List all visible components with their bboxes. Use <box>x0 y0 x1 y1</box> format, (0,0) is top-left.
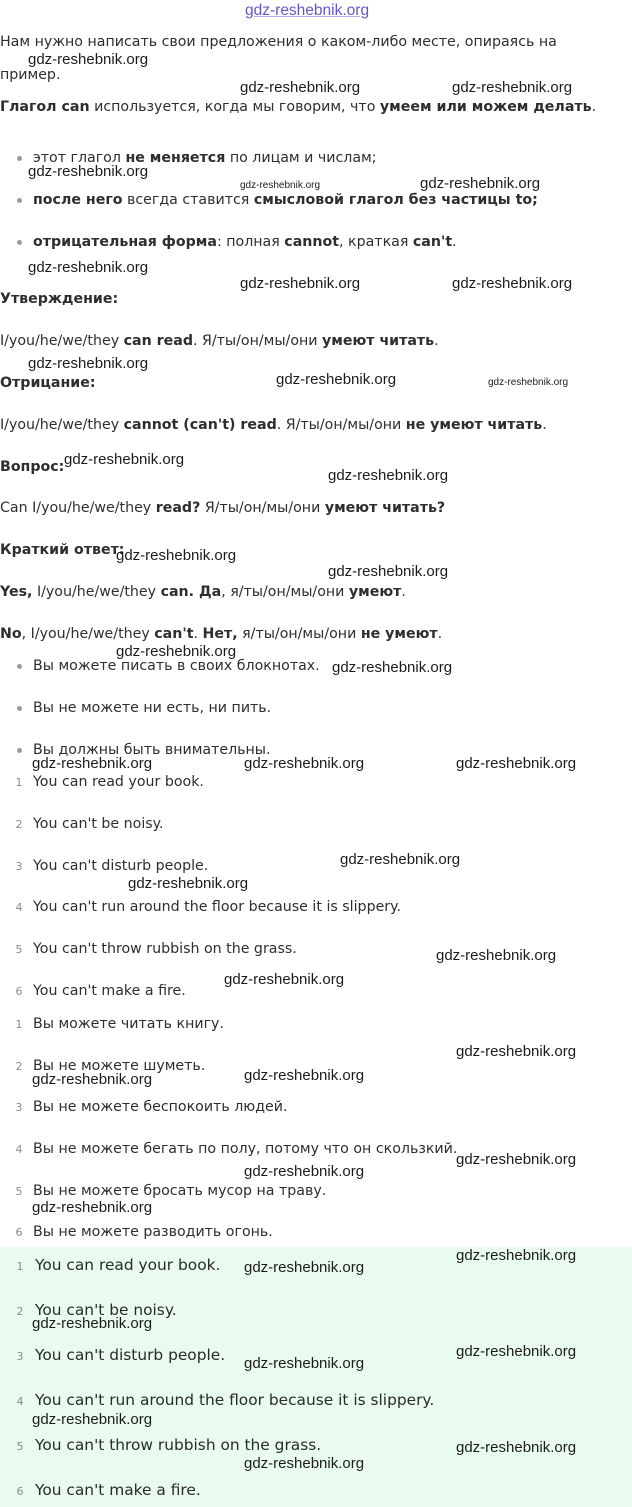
watermark: gdz-reshebnik.org <box>340 851 461 868</box>
sentence-part: I/you/he/we/they <box>0 417 124 433</box>
list-number: 2 <box>15 1060 23 1073</box>
panel-answer: You can't be noisy. <box>35 1301 177 1319</box>
answer-en: You can't disturb people. <box>33 858 209 874</box>
watermark: gdz-reshebnik.org <box>244 1259 365 1276</box>
watermark: gdz-reshebnik.org <box>240 275 361 292</box>
rule-part: cannot <box>284 234 340 250</box>
sentence-part: can. Да <box>160 584 222 600</box>
short-answer-yes <box>0 583 406 601</box>
list-number: 4 <box>16 1395 24 1408</box>
intro-line-1: Нам нужно написать свои предложения о каком-либо месте, опираясь на <box>0 34 557 50</box>
example-item: Вы должны быть внимательны. <box>33 742 271 758</box>
rule-part: используется, когда мы говорим, что <box>89 99 380 115</box>
watermark: gdz-reshebnik.org <box>456 1247 577 1264</box>
list-number: 5 <box>15 943 23 956</box>
watermark: gdz-reshebnik.org <box>332 659 453 676</box>
sentence-part: не умеют читать <box>405 417 543 433</box>
watermark: gdz-reshebnik.org <box>28 163 149 180</box>
list-number: 1 <box>15 776 23 789</box>
answer-en: You can't throw rubbish on the grass. <box>33 941 297 957</box>
watermark: gdz-reshebnik.org <box>224 971 345 988</box>
watermark: gdz-reshebnik.org <box>244 1163 365 1180</box>
list-number: 2 <box>15 818 23 831</box>
answer-ru: Вы не можете разводить огонь. <box>33 1224 273 1240</box>
sentence-part: can't <box>154 626 194 642</box>
answer-ru: Вы не можете шуметь. <box>33 1058 206 1074</box>
watermark: gdz-reshebnik.org <box>116 547 237 564</box>
rule-part: отрицательная форма <box>33 234 217 250</box>
sentence-part: Can I/you/he/we/they <box>0 500 156 516</box>
bullet-icon <box>17 748 22 753</box>
sentence-part: не умеют <box>360 626 438 642</box>
watermark: gdz-reshebnik.org <box>32 1315 153 1332</box>
watermark: gdz-reshebnik.org <box>64 451 185 468</box>
list-number: 5 <box>15 1185 23 1198</box>
watermark: gdz-reshebnik.org <box>28 259 149 276</box>
sentence-part: , I/you/he/we/they <box>21 626 155 642</box>
watermark: gdz-reshebnik.org <box>240 180 321 191</box>
watermark: gdz-reshebnik.org <box>488 377 569 388</box>
rule-part: этот глагол <box>33 150 126 166</box>
sentence-part: . Я/ты/он/мы/они <box>193 333 323 349</box>
watermark: gdz-reshebnik.org <box>452 79 573 96</box>
sentence-part: Нет, <box>202 626 238 642</box>
sentence-part: I/you/he/we/they <box>0 333 124 349</box>
answer-ru: Вы не можете бросать мусор на траву. <box>33 1183 327 1199</box>
answer-en: You can't make a fire. <box>33 983 186 999</box>
sentence-part: . <box>401 584 406 600</box>
watermark: gdz-reshebnik.org <box>28 51 149 68</box>
answer-en: You can read your book. <box>33 774 204 790</box>
rule-part: смысловой глагол без частицы to; <box>253 192 538 208</box>
sentence-part: can read <box>123 333 193 349</box>
rule-item <box>33 191 538 209</box>
rule-part: . <box>452 234 457 250</box>
list-number: 3 <box>16 1350 24 1363</box>
sentence-part: я/ты/он/мы/они <box>237 626 361 642</box>
watermark: gdz-reshebnik.org <box>32 755 153 772</box>
affirmative-example <box>0 332 439 350</box>
intro-line-2: пример. <box>0 67 61 83</box>
watermark: gdz-reshebnik.org <box>456 1343 577 1360</box>
list-number: 3 <box>15 1101 23 1114</box>
list-number: 6 <box>16 1485 24 1498</box>
watermark: gdz-reshebnik.org <box>128 875 249 892</box>
rule-part: , краткая <box>339 234 413 250</box>
watermark: gdz-reshebnik.org <box>452 275 573 292</box>
list-number: 3 <box>15 860 23 873</box>
rule-sentence <box>0 98 596 116</box>
bullet-icon <box>17 240 22 245</box>
sentence-part: умеют читать? <box>324 500 446 516</box>
rule-part: Глагол can <box>0 99 90 115</box>
example-item: Вы не можете ни есть, ни пить. <box>33 700 272 716</box>
sentence-part: . <box>193 626 203 642</box>
rule-part: после него <box>33 192 123 208</box>
list-number: 4 <box>15 1143 23 1156</box>
sentence-part: умеют <box>348 584 402 600</box>
watermark: gdz-reshebnik.org <box>456 1151 577 1168</box>
sentence-part: I/you/he/we/they <box>32 584 161 600</box>
question-title: Вопрос: <box>0 459 65 475</box>
example-item: Вы можете писать в своих блокнотах. <box>33 658 320 674</box>
list-number: 5 <box>16 1440 24 1453</box>
bullet-icon <box>17 198 22 203</box>
affirmative-title: Утверждение: <box>0 291 119 307</box>
panel-answer: You can't make a fire. <box>35 1481 201 1499</box>
answer-en: You can't be noisy. <box>33 816 164 832</box>
negative-example <box>0 416 547 434</box>
rule-part: can't <box>412 234 453 250</box>
sentence-part: . Я/ты/он/мы/они <box>276 417 406 433</box>
watermark: gdz-reshebnik.org <box>436 947 557 964</box>
watermark: gdz-reshebnik.org <box>32 1411 153 1428</box>
list-number: 6 <box>15 985 23 998</box>
list-number: 1 <box>16 1260 24 1273</box>
list-number: 1 <box>15 1018 23 1031</box>
sentence-part: cannot (can't) read <box>123 417 277 433</box>
watermark: gdz-reshebnik.org <box>28 355 149 372</box>
sentence-part: read? <box>155 500 201 516</box>
question-example <box>0 499 445 517</box>
watermark: gdz-reshebnik.org <box>456 755 577 772</box>
sentence-part: . <box>434 333 439 349</box>
answer-en: You can't run around the floor because it is slippery. <box>33 899 402 915</box>
list-number: 2 <box>16 1305 24 1318</box>
list-number: 6 <box>15 1226 23 1239</box>
watermark: gdz-reshebnik.org <box>328 563 449 580</box>
watermark: gdz-reshebnik.org <box>116 643 237 660</box>
watermark: gdz-reshebnik.org <box>244 755 365 772</box>
watermark: gdz-reshebnik.org <box>32 1199 153 1216</box>
sentence-part: . <box>437 626 443 642</box>
watermark: gdz-reshebnik.org <box>456 1043 577 1060</box>
panel-answer: You can't disturb people. <box>35 1346 226 1364</box>
watermark: gdz-reshebnik.org <box>240 79 361 96</box>
panel-answer: You can't run around the floor because it is slippery. <box>35 1391 435 1409</box>
watermark: gdz-reshebnik.org <box>456 1439 577 1456</box>
panel-answer: You can read your book. <box>35 1256 221 1274</box>
sentence-part: No <box>0 626 22 642</box>
bullet-icon <box>17 156 22 161</box>
watermark: gdz-reshebnik.org <box>244 1067 365 1084</box>
rule-part: : полная <box>216 234 285 250</box>
rule-item <box>33 233 457 251</box>
list-number: 4 <box>15 901 23 914</box>
watermark: gdz-reshebnik.org <box>244 1355 365 1372</box>
watermark: gdz-reshebnik.org <box>32 1071 153 1088</box>
answer-ru: Вы не можете беспокоить людей. <box>33 1099 288 1115</box>
watermark: gdz-reshebnik.org <box>420 175 541 192</box>
short-answer-title: Краткий ответ: <box>0 542 125 558</box>
watermark: gdz-reshebnik.org <box>276 371 397 388</box>
bullet-icon <box>17 664 22 669</box>
rule-part: умеем или можем делать <box>379 99 592 115</box>
rule-part: . <box>591 99 597 115</box>
rule-part: по лицам и числам; <box>225 150 377 166</box>
rule-part: всегда ставится <box>122 192 254 208</box>
watermark-top[interactable]: gdz-reshebnik.org <box>245 2 370 19</box>
answer-ru: Вы не можете бегать по полу, потому что он скользкий. <box>33 1141 458 1157</box>
sentence-part: Я/ты/он/мы/они <box>200 500 325 516</box>
panel-answer: You can't throw rubbish on the grass. <box>35 1436 322 1454</box>
sentence-part: Yes, <box>0 584 33 600</box>
answer-ru: Вы можете читать книгу. <box>33 1016 224 1032</box>
short-answer-no <box>0 625 442 643</box>
watermark: gdz-reshebnik.org <box>244 1455 365 1472</box>
sentence-part: . <box>542 417 547 433</box>
bullet-icon <box>17 706 22 711</box>
watermark: gdz-reshebnik.org <box>328 467 449 484</box>
sentence-part: , я/ты/он/мы/они <box>221 584 349 600</box>
rule-part: не меняется <box>125 150 226 166</box>
negative-title: Отрицание: <box>0 375 96 391</box>
sentence-part: умеют читать <box>322 333 435 349</box>
